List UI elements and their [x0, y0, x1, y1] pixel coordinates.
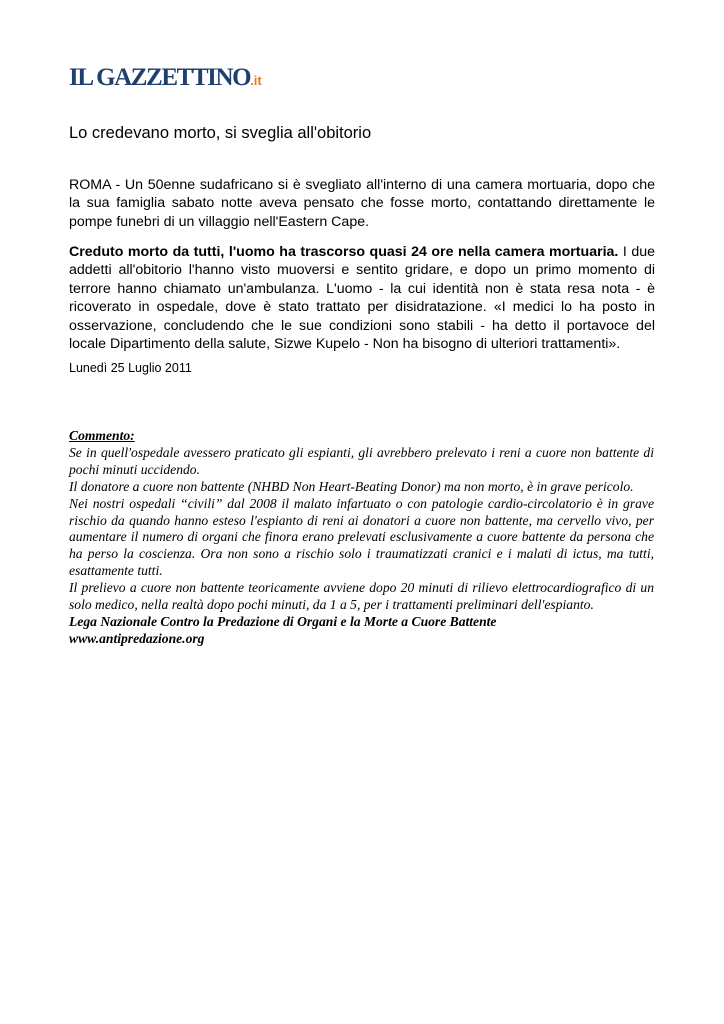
- comment-title: Commento:: [69, 428, 135, 443]
- article-paragraph-2: [69, 243, 655, 353]
- article-date: Lunedì 25 Luglio 2011: [69, 361, 192, 375]
- article-paragraph-1: ROMA - Un 50enne sudafricano si è svegliato all'interno di una camera mortuaria, dopo che la sua famiglia sabato notte aveva pensato che fosse morto, contattando direttamente le pompe funebri di un villaggio nell'Eastern Cape.: [69, 177, 655, 230]
- logo-wordmark: IL GAZZETTINO: [69, 64, 251, 91]
- article-paragraph-2-lead: Creduto morto da tutti, l'uomo ha trascorso quasi 24 ore nella camera mortuaria.: [69, 244, 619, 260]
- comment-signature: Lega Nazionale Contro la Predazione di Organi e la Morte a Cuore Battente: [69, 613, 497, 629]
- comment-website: www.antipredazione.org: [69, 630, 205, 646]
- gazzettino-logo: [69, 64, 262, 95]
- article-headline: Lo credevano morto, si sveglia all'obitorio: [69, 124, 372, 142]
- article-paragraph-2-body: I due addetti all'obitorio l'hanno visto muoversi e sentito gridare, e dopo un primo momento di terrore hanno chiamato un'ambulanza. L'uomo - la cui identità non è stata resa nota - è ricoverato in ospedale, dove è stato trattato per disidratazione. «I medici lo ha posto in osservazione, concludendo che le sue condizioni sono stabili - ha detto il portavoce del locale Dipartimento della salute, Sizwe Kupelo - Non ha bisogno di ulteriori trattamenti».: [69, 244, 655, 353]
- comment-line-3: Nei nostri ospedali “civili” dal 2008 il malato infartuato o con patologie cardio-circolatorio è in grave rischio da quando hanno esteso l'espianto di reni ai donatori a cuore non battente, ma cervello vivo, per aumentare il numero di organi che finora erano prelevati esclusivamente a cuore battente da persona che ha perso la coscienza. Ora non sono a rischio solo i traumatizzati cranici e i malati di ictus, ma tutti, esattamente tutti.: [69, 495, 654, 579]
- comment-line-1: Se in quell'ospedale avessero praticato gli espianti, gli avrebbero prelevato i reni a cuore non battente di pochi minuti uccidendo.: [69, 444, 654, 477]
- comment-line-4: Il prelievo a cuore non battente teoricamente avviene dopo 20 minuti di rilievo elettrocardiografico di un solo medico, nella realtà dopo pochi minuti, da 1 a 5, per i trattamenti preliminari dell'espianto.: [69, 580, 654, 613]
- logo-suffix: .it: [250, 73, 262, 88]
- comment-section: [69, 428, 654, 648]
- comment-line-2: Il donatore a cuore non battente (NHBD Non Heart-Beating Donor) ma non morto, è in grave pericolo.: [69, 478, 634, 494]
